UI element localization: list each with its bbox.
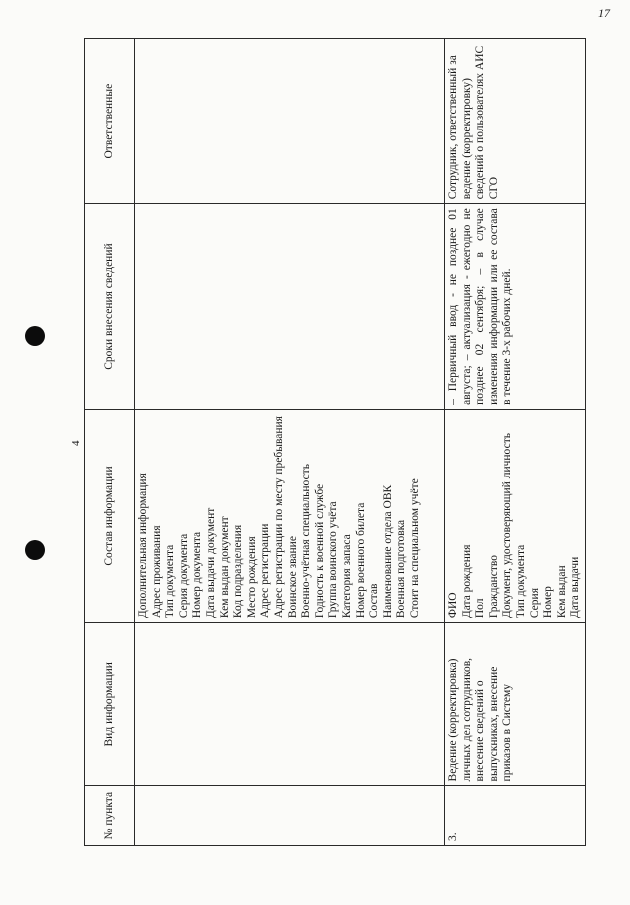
- list-item: Военно-учётная специальность: [300, 464, 313, 619]
- cell-sroki: – Первичный ввод - не позднее 01 августа; – актуализация - ежегодно не позднее 02 сентября; – в случае изменения информации или ее состава в течение 3-х рабочих дней.: [445, 204, 586, 410]
- list-item: Место рождения: [245, 536, 258, 619]
- cell-otv: Сотрудник, ответственный за ведение (корректировку) сведений о пользователях АИС СГО: [445, 39, 586, 204]
- rotated-table-container: [84, 38, 582, 846]
- list-item: Состав: [368, 583, 381, 619]
- list-item: Адрес проживания: [150, 525, 163, 619]
- cell-sroki: [135, 204, 445, 410]
- list-item: Документ, удостоверяющий личность: [501, 433, 514, 619]
- page-number: 4: [70, 440, 82, 446]
- header-sroki: Сроки внесения сведений: [85, 204, 135, 410]
- list-item: Наименование отдела ОВК: [381, 484, 394, 619]
- list-item: Пол: [474, 598, 487, 619]
- cell-sostav: [445, 409, 586, 622]
- table-header-row: [85, 39, 135, 846]
- list-item: Дата рождения: [460, 544, 473, 619]
- list-item: Воинское звание: [286, 536, 299, 619]
- info-table: [84, 38, 586, 846]
- list-item: Дата выдачи документ: [204, 507, 217, 619]
- header-sostav: Состав информации: [85, 409, 135, 622]
- list-item: Кем выдан: [555, 565, 568, 619]
- cell-num: 3.: [445, 786, 586, 846]
- list-item: Номер документа: [191, 531, 204, 619]
- header-otv: Ответственные: [85, 39, 135, 204]
- list-item: Категория запаса: [340, 534, 353, 619]
- table-row: [445, 39, 586, 846]
- cell-num: [135, 786, 445, 846]
- list-item: Дата выдачи: [569, 556, 582, 619]
- list-item: Дополнительная информация: [137, 473, 149, 619]
- header-vid: Вид информации: [85, 623, 135, 786]
- list-item: Годность к военной службе: [313, 483, 326, 619]
- list-item: Адрес регистрации: [259, 523, 272, 619]
- list-item: ФИО: [447, 592, 459, 619]
- list-item: Тип документа: [164, 544, 177, 619]
- list-item: Серия: [528, 588, 541, 619]
- cell-vid: [135, 623, 445, 786]
- table-row: [135, 39, 445, 846]
- list-item: Номер военного билета: [354, 502, 367, 619]
- list-item: Группа воинского учёта: [327, 501, 340, 619]
- list-item: Кем выдан документ: [218, 516, 231, 619]
- list-item: Стоит на специальном учёте: [408, 478, 421, 619]
- list-item: Военная подготовка: [395, 519, 408, 619]
- cell-vid: Ведение (корректировка) личных дел сотрудников, внесение сведений о выпускниках, внесение приказов в Систему: [445, 623, 586, 786]
- header-num: № пункта: [85, 786, 135, 846]
- punch-hole: [25, 540, 45, 560]
- corner-handwritten-mark: 17: [598, 6, 610, 20]
- list-item: Код подразделения: [232, 524, 245, 619]
- list-item: Адрес регистрации по месту пребывания: [272, 416, 285, 619]
- list-item: Серия документа: [177, 533, 190, 619]
- cell-otv: [135, 39, 445, 204]
- list-item: Номер: [542, 586, 555, 619]
- list-item: Гражданство: [487, 555, 500, 619]
- cell-sostav: [135, 409, 445, 622]
- punch-hole: [25, 326, 45, 346]
- list-item: Тип документа: [514, 544, 527, 619]
